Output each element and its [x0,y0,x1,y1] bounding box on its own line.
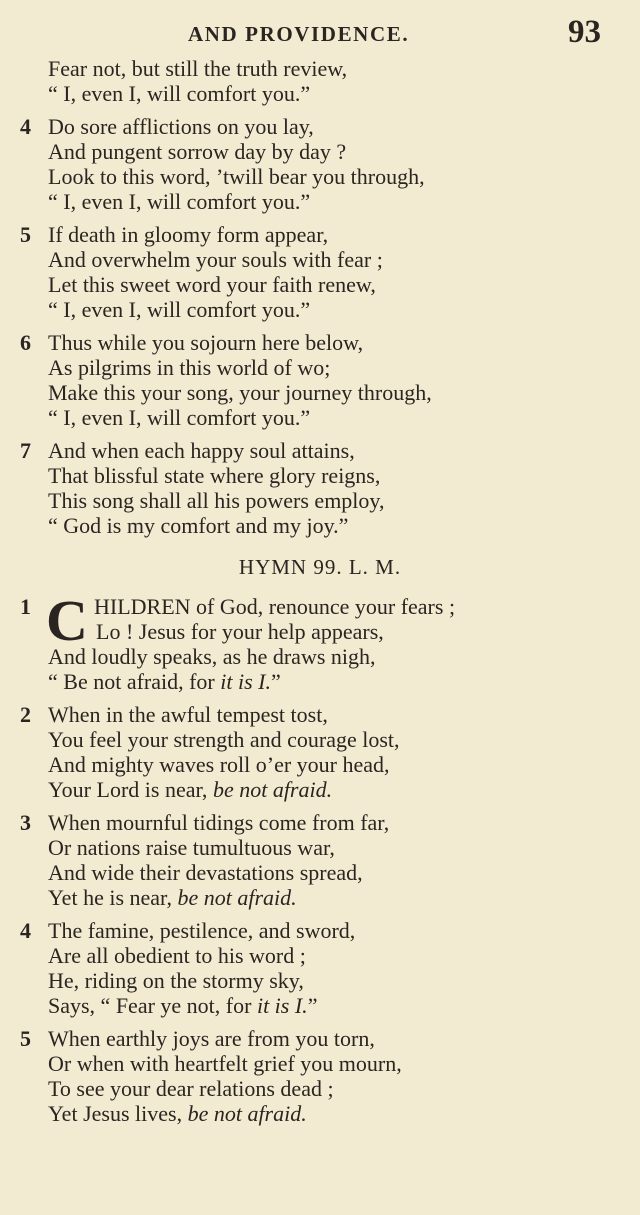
verse-line: Or when with heartfelt grief you mourn, [48,1051,402,1076]
verse-line: “ I, even I, will comfort you.” [48,297,311,322]
stanza-number: 7 [20,438,31,463]
stanza-number: 5 [20,1026,31,1051]
verse-line: 1 C HILDREN of God, renounce your fears ; [20,588,456,653]
italic-phrase: it is I. [256,993,308,1018]
verse-line: “ Be not afraid, for it is I.” [48,669,281,694]
verse-line: Look to this word, ’twill bear you through, [48,164,425,189]
stanza-4 [0,114,640,214]
verse-line: “ I, even I, will comfort you.” [48,81,311,106]
italic-phrase: be not afraid. [177,885,297,910]
drop-cap: C [46,588,88,653]
verse-line: 6 Thus while you sojourn here below, [20,330,364,355]
verse-line: Says, “ Fear ye not, for it is I.” [48,993,318,1018]
verse-line: That blissful state where glory reigns, [48,463,381,488]
stanza-1 [0,588,640,694]
verse-line: And overwhelm your souls with fear ; [48,247,383,272]
verse-line: To see your dear relations dead ; [48,1076,334,1101]
verse-line: Are all obedient to his word ; [48,943,306,968]
stanza-5 [0,222,640,322]
hymn-title: HYMN 99. L. M. [238,555,402,579]
stanza-2 [0,702,640,802]
verse-line: 3 When mournful tidings come from far, [20,810,390,835]
stanza-3 [0,810,640,910]
italic-phrase: be not afraid. [212,777,333,802]
verse-line: “ I, even I, will comfort you.” [48,405,311,430]
verse-line: And pungent sorrow day by day ? [48,139,347,164]
stanza-4b [0,918,640,1018]
stanza-number: 3 [20,810,31,835]
italic-phrase: be not afraid. [187,1101,307,1126]
stanza-number: 2 [20,702,31,727]
stanza-7 [0,438,640,538]
verse-line: 7 And when each happy soul attains, [20,438,355,463]
verse-line: Or nations raise tumultuous war, [48,835,335,860]
stanza-number: 6 [20,330,31,355]
italic-phrase: it is I. [220,669,271,694]
verse-line: “ God is my comfort and my joy.” [48,513,349,538]
page-number: 93 [568,14,601,50]
verse-line: Your Lord is near, be not afraid. [48,777,333,802]
verse-line: 4 Do sore afflictions on you lay, [20,114,314,139]
running-head: AND PROVIDENCE. [188,22,410,46]
verse-line: Make this your song, your journey through, [48,380,432,405]
verse-line: This song shall all his powers employ, [48,488,385,513]
verse-line: Yet he is near, be not afraid. [48,885,297,910]
verse-line: Fear not, but still the truth review, [48,56,348,81]
verse-line: “ I, even I, will comfort you.” [48,189,311,214]
stanza-6 [0,330,640,430]
verse-line: As pilgrims in this world of wo; [48,355,331,380]
stanza-continued [0,56,640,106]
stanza-number: 4 [20,114,31,139]
verse-line: 2 When in the awful tempest tost, [20,702,328,727]
verse-line: He, riding on the stormy sky, [48,968,304,993]
verse-line: Yet Jesus lives, be not afraid. [48,1101,307,1126]
verse-line: Let this sweet word your faith renew, [48,272,376,297]
stanza-number: 1 [20,594,31,619]
stanza-5b [0,1026,640,1126]
verse-line: And wide their devastations spread, [48,860,363,885]
verse-line: You feel your strength and courage lost, [48,727,400,752]
page-content [0,56,640,1134]
verse-line: And mighty waves roll o’er your head, [48,752,390,777]
stanza-number: 5 [20,222,31,247]
verse-line: 4 The famine, pestilence, and sword, [20,918,356,943]
verse-line: Lo ! Jesus for your help appears, [96,619,384,644]
verse-line: 5 When earthly joys are from you torn, [20,1026,375,1051]
verse-line: 5 If death in gloomy form appear, [20,222,329,247]
verse-line: And loudly speaks, as he draws nigh, [48,644,376,669]
page-header [0,14,640,54]
stanza-number: 4 [20,918,31,943]
